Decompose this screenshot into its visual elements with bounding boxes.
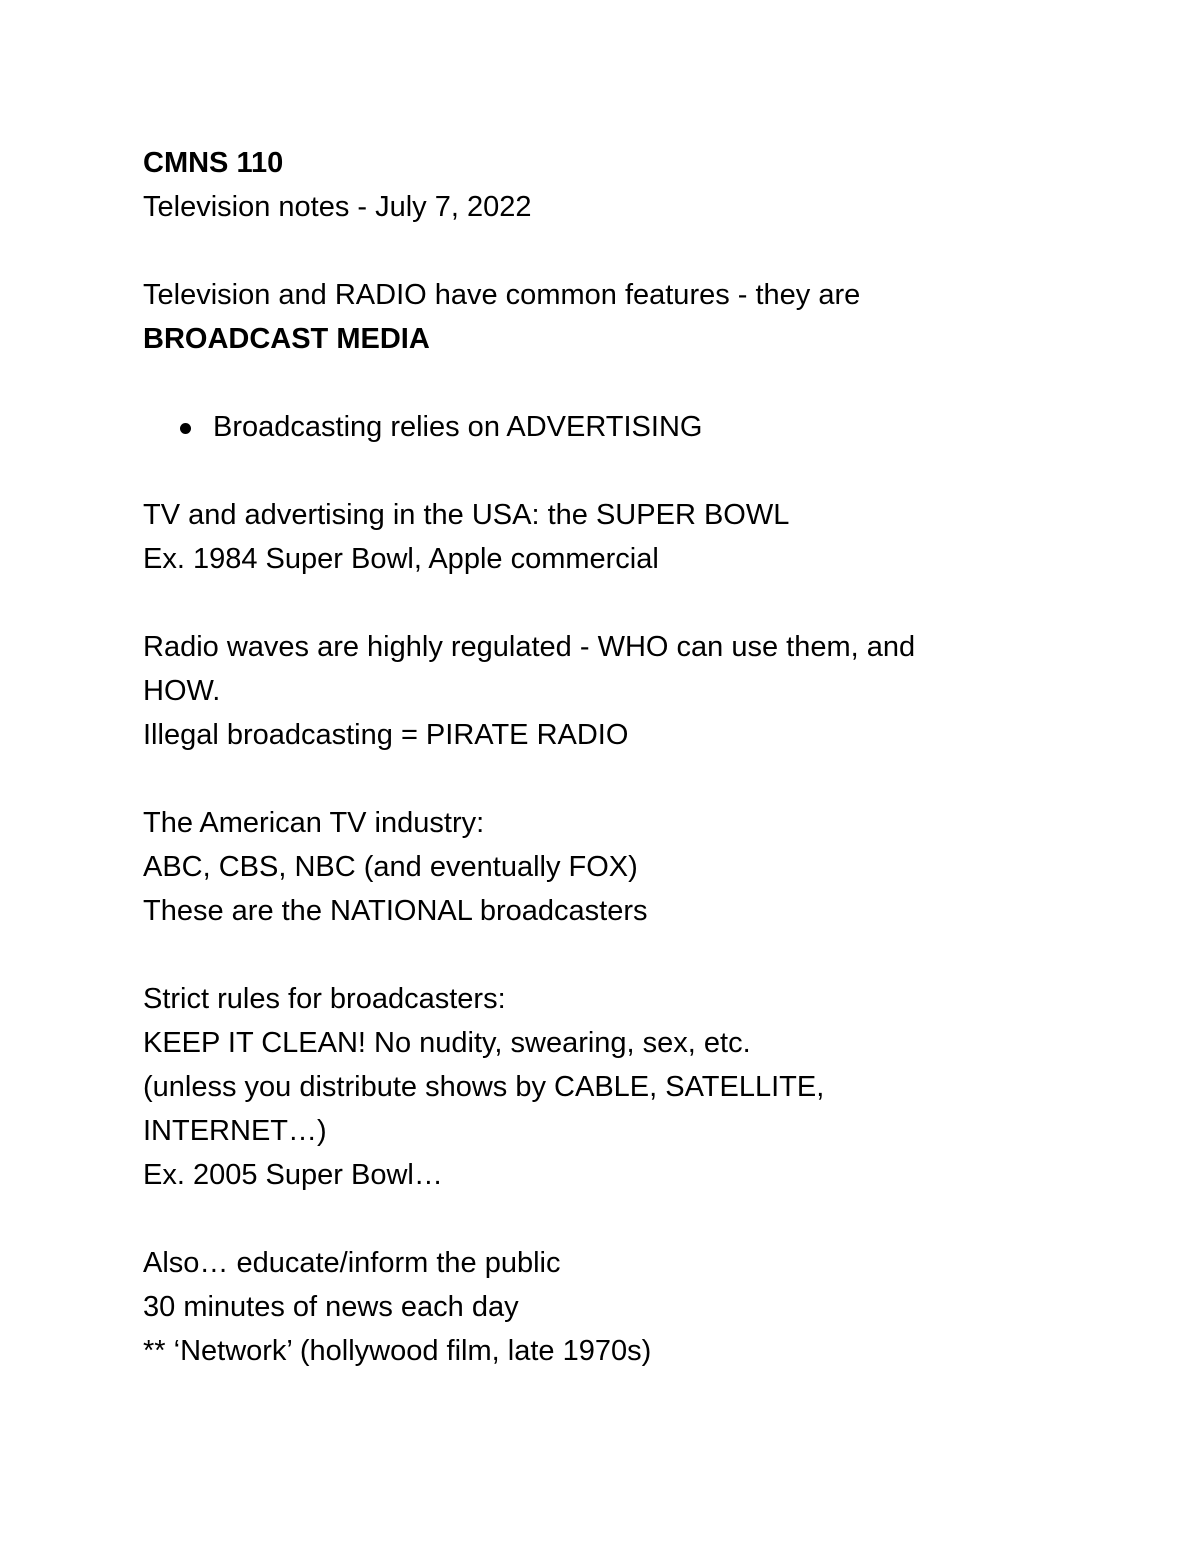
document-title: CMNS 110 bbox=[143, 147, 284, 179]
spacer bbox=[143, 229, 1103, 273]
bullet-dot-icon bbox=[180, 423, 191, 434]
radio-line-2: HOW. bbox=[143, 675, 221, 707]
rules-line-1: Strict rules for broadcasters: bbox=[143, 983, 506, 1015]
radio-line-3: Illegal broadcasting = PIRATE RADIO bbox=[143, 719, 629, 751]
document-subtitle: Television notes - July 7, 2022 bbox=[143, 191, 532, 223]
educate-line-3: ** ‘Network’ (hollywood film, late 1970s) bbox=[143, 1335, 652, 1367]
industry-line-2: ABC, CBS, NBC (and eventually FOX) bbox=[143, 851, 638, 883]
rules-line-4: INTERNET…) bbox=[143, 1115, 327, 1147]
bullet-item-text: Broadcasting relies on ADVERTISING bbox=[213, 411, 703, 443]
rules-line-5: Ex. 2005 Super Bowl… bbox=[143, 1159, 443, 1191]
spacer bbox=[143, 1197, 1103, 1241]
spacer bbox=[143, 757, 1103, 801]
intro-line-2-broadcast-media: BROADCAST MEDIA bbox=[143, 323, 430, 355]
superbowl-line-2: Ex. 1984 Super Bowl, Apple commercial bbox=[143, 543, 659, 575]
spacer bbox=[143, 933, 1103, 977]
intro-line-1: Television and RADIO have common features - they are bbox=[143, 279, 861, 311]
educate-line-2: 30 minutes of news each day bbox=[143, 1291, 519, 1323]
spacer bbox=[143, 361, 1103, 405]
educate-line-1: Also… educate/inform the public bbox=[143, 1247, 561, 1279]
industry-line-1: The American TV industry: bbox=[143, 807, 485, 839]
rules-line-2: KEEP IT CLEAN! No nudity, swearing, sex, etc. bbox=[143, 1027, 751, 1059]
superbowl-line-1: TV and advertising in the USA: the SUPER BOWL bbox=[143, 499, 790, 531]
spacer bbox=[143, 581, 1103, 625]
spacer bbox=[143, 449, 1103, 493]
bullet-item-advertising bbox=[143, 405, 1103, 449]
document-page bbox=[143, 141, 1103, 1373]
rules-line-3: (unless you distribute shows by CABLE, SATELLITE, bbox=[143, 1071, 825, 1103]
industry-line-3: These are the NATIONAL broadcasters bbox=[143, 895, 648, 927]
radio-line-1: Radio waves are highly regulated - WHO can use them, and bbox=[143, 631, 916, 663]
